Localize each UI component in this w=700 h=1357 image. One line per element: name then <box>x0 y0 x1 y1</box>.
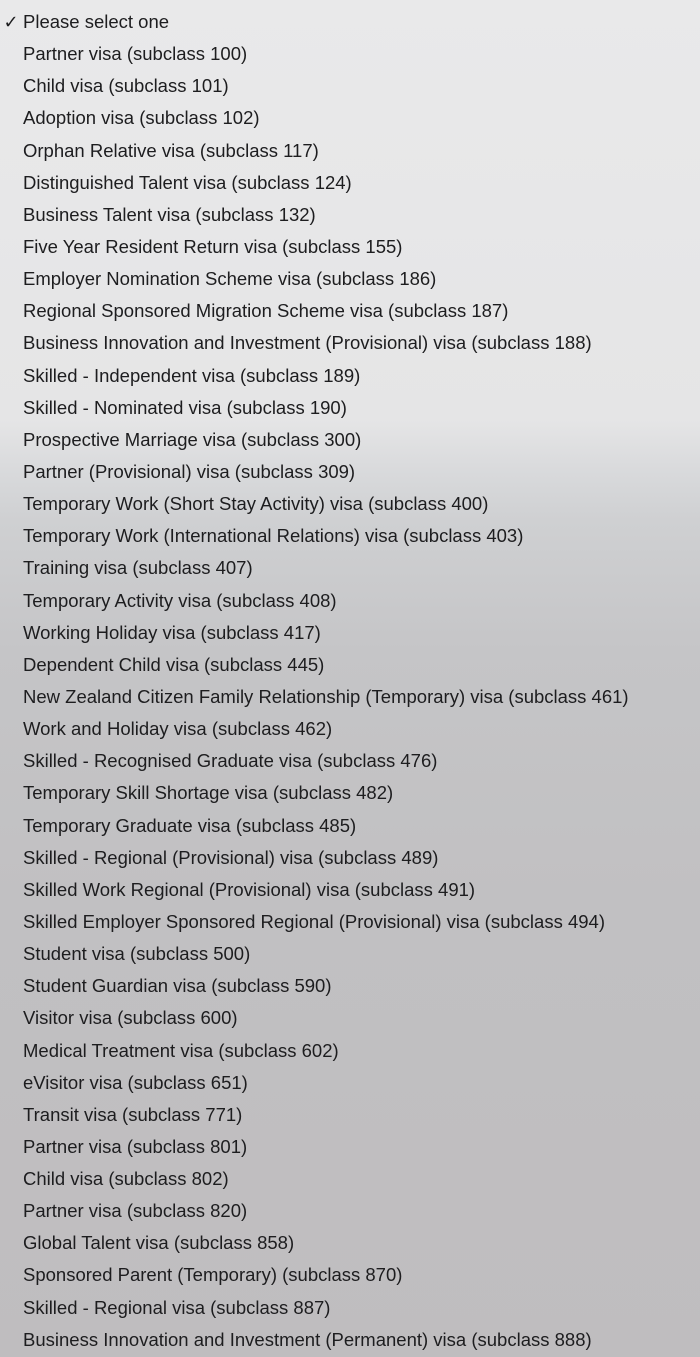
menu-option[interactable] <box>0 1035 700 1067</box>
menu-option[interactable] <box>0 617 700 649</box>
menu-option-label: Prospective Marriage visa (subclass 300) <box>23 428 362 450</box>
menu-option-label: Child visa (subclass 802) <box>23 1168 229 1190</box>
menu-option[interactable] <box>0 552 700 584</box>
menu-option[interactable] <box>0 842 700 874</box>
menu-option-label: Student Guardian visa (subclass 590) <box>23 975 332 997</box>
menu-option[interactable] <box>0 1099 700 1131</box>
checkmark-icon: ✓ <box>3 12 19 32</box>
menu-option[interactable] <box>0 874 700 906</box>
menu-option[interactable] <box>0 810 700 842</box>
menu-option-label: Temporary Skill Shortage visa (subclass 482) <box>23 782 394 804</box>
menu-option-label: Five Year Resident Return visa (subclass 155) <box>23 235 403 257</box>
menu-option-label: Adoption visa (subclass 102) <box>23 107 260 129</box>
menu-option[interactable] <box>0 392 700 424</box>
menu-option-label: Skilled - Regional (Provisional) visa (subclass 489) <box>23 846 439 868</box>
menu-option[interactable] <box>0 1067 700 1099</box>
menu-option[interactable] <box>0 327 700 359</box>
menu-option-label: Distinguished Talent visa (subclass 124) <box>23 171 352 193</box>
menu-option-label: Working Holiday visa (subclass 417) <box>23 621 321 643</box>
menu-option-placeholder[interactable] <box>0 6 700 38</box>
menu-option[interactable] <box>0 1002 700 1034</box>
menu-option-label: Sponsored Parent (Temporary) (subclass 870) <box>23 1264 403 1286</box>
menu-option-label: Business Talent visa (subclass 132) <box>23 203 316 225</box>
menu-option-label: Medical Treatment visa (subclass 602) <box>23 1039 339 1061</box>
menu-option[interactable] <box>0 1324 700 1356</box>
menu-option-label: Work and Holiday visa (subclass 462) <box>23 718 333 740</box>
menu-option-label: Temporary Activity visa (subclass 408) <box>23 589 337 611</box>
menu-option-label: Please select one <box>23 11 170 32</box>
menu-option[interactable] <box>0 488 700 520</box>
menu-option-label: Orphan Relative visa (subclass 117) <box>23 139 319 161</box>
menu-option[interactable] <box>0 585 700 617</box>
menu-option-label: Dependent Child visa (subclass 445) <box>23 653 325 675</box>
menu-option-label: Temporary Graduate visa (subclass 485) <box>23 814 357 836</box>
menu-option[interactable] <box>0 456 700 488</box>
menu-option-label: Student visa (subclass 500) <box>23 943 251 965</box>
menu-option-label: Skilled - Independent visa (subclass 189) <box>23 364 361 386</box>
menu-option[interactable] <box>0 777 700 809</box>
menu-option-label: Training visa (subclass 407) <box>23 557 253 579</box>
menu-option[interactable] <box>0 906 700 938</box>
menu-option-label: Partner visa (subclass 820) <box>23 1200 248 1222</box>
menu-option-label: Skilled Employer Sponsored Regional (Provisional) visa (subclass 494) <box>23 910 605 932</box>
menu-option[interactable] <box>0 970 700 1002</box>
menu-option-label: Employer Nomination Scheme visa (subclass 186) <box>23 268 437 290</box>
menu-option-label: Skilled - Recognised Graduate visa (subclass 476) <box>23 750 438 772</box>
menu-option-label: Temporary Work (Short Stay Activity) visa (subclass 400) <box>23 493 489 515</box>
menu-option-label: Child visa (subclass 101) <box>23 75 229 97</box>
menu-option[interactable] <box>0 1227 700 1259</box>
menu-option[interactable] <box>0 231 700 263</box>
menu-option-label: Skilled - Regional visa (subclass 887) <box>23 1296 331 1318</box>
menu-option[interactable] <box>0 1195 700 1227</box>
menu-option[interactable] <box>0 681 700 713</box>
menu-option[interactable] <box>0 38 700 70</box>
menu-option[interactable] <box>0 1259 700 1291</box>
menu-option[interactable] <box>0 1163 700 1195</box>
menu-option[interactable] <box>0 938 700 970</box>
menu-option-label: Skilled Work Regional (Provisional) visa (subclass 491) <box>23 878 476 900</box>
menu-option[interactable] <box>0 167 700 199</box>
menu-option-label: Skilled - Nominated visa (subclass 190) <box>23 396 347 418</box>
menu-option[interactable] <box>0 745 700 777</box>
menu-option-label: Business Innovation and Investment (Permanent) visa (subclass 888) <box>23 1328 592 1350</box>
menu-option[interactable] <box>0 713 700 745</box>
menu-option[interactable] <box>0 295 700 327</box>
menu-option-label: Global Talent visa (subclass 858) <box>23 1232 295 1254</box>
menu-option[interactable] <box>0 199 700 231</box>
menu-option-label: New Zealand Citizen Family Relationship (Temporary) visa (subclass 461) <box>23 685 629 707</box>
menu-option-label: Partner visa (subclass 100) <box>23 43 248 65</box>
menu-option[interactable] <box>0 102 700 134</box>
menu-option[interactable] <box>0 424 700 456</box>
menu-option-label: Temporary Work (International Relations) visa (subclass 403) <box>23 525 524 547</box>
menu-option[interactable] <box>0 520 700 552</box>
menu-option-label: Partner visa (subclass 801) <box>23 1135 248 1157</box>
menu-option-label: Regional Sponsored Migration Scheme visa (subclass 187) <box>23 300 509 322</box>
menu-option[interactable] <box>0 1292 700 1324</box>
menu-option[interactable] <box>0 135 700 167</box>
menu-option[interactable] <box>0 1131 700 1163</box>
menu-option[interactable] <box>0 263 700 295</box>
menu-option[interactable] <box>0 649 700 681</box>
menu-option[interactable] <box>0 70 700 102</box>
menu-option-label: Business Innovation and Investment (Provisional) visa (subclass 188) <box>23 332 592 354</box>
menu-option-label: eVisitor visa (subclass 651) <box>23 1071 248 1093</box>
menu-option-label: Visitor visa (subclass 600) <box>23 1007 238 1029</box>
menu-option-label: Partner (Provisional) visa (subclass 309) <box>23 460 356 482</box>
menu-option-label: Transit visa (subclass 771) <box>23 1103 243 1125</box>
menu-option[interactable] <box>0 360 700 392</box>
